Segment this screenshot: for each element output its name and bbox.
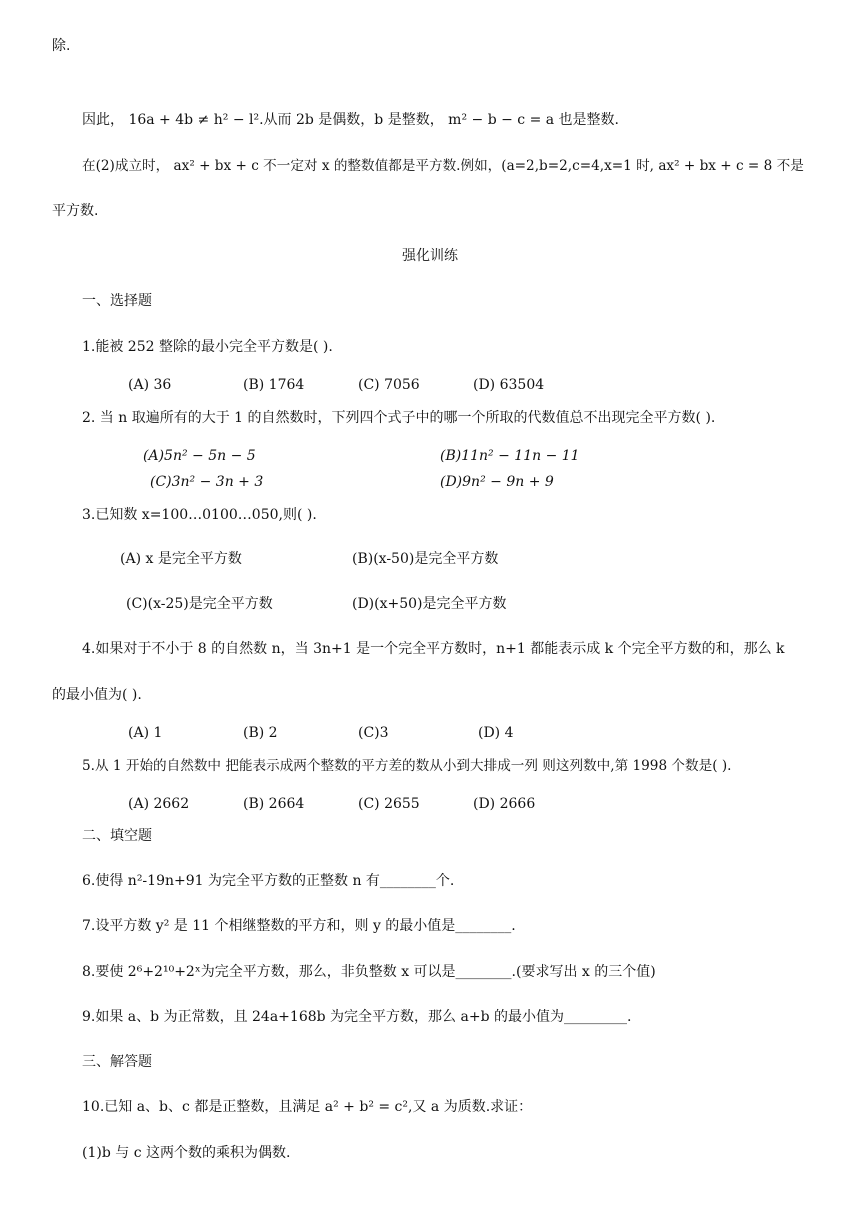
q2-option-c: (C)3n² − 3n + 3	[150, 474, 264, 490]
part2-title: 二、填空题	[82, 828, 152, 844]
q1-option-c: (C) 7056	[358, 377, 420, 393]
section-title: 强化训练	[402, 248, 458, 264]
q3-option-b: (B)(x-50)是完全平方数	[352, 551, 499, 567]
q5-option-a: (A) 2662	[128, 796, 190, 812]
part1-title: 一、选择题	[82, 293, 152, 309]
intro-line-3: 在(2)成立时， ax² + bx + c 不一定对 x 的整数值都是平方数.例如，(a=2,b=2,c=4,x=1 时, ax² + bx + c = 8 不是	[82, 158, 804, 174]
question-5-stem: 5.从 1 开始的自然数中 把能表示成两个整数的平方差的数从小到大排成一列 则这列数中,第 1998 个数是( ).	[82, 758, 732, 774]
question-7: 7.设平方数 y² 是 11 个相继整数的平方和，则 y 的最小值是________.	[82, 918, 516, 934]
q2-option-d: (D)9n² − 9n + 9	[440, 474, 554, 490]
q5-option-b: (B) 2664	[243, 796, 305, 812]
q3-option-a: (A) x 是完全平方数	[120, 551, 242, 567]
question-9: 9.如果 a、b 为正常数，且 24a+168b 为完全平方数，那么 a+b 的最小值为_________.	[82, 1009, 632, 1025]
q4-option-d: (D) 4	[478, 725, 514, 741]
question-10-stem: 10.已知 a、b、c 都是正整数，且满足 a² + b² = c²,又 a 为质数.求证：	[82, 1099, 533, 1115]
part3-title: 三、解答题	[82, 1054, 152, 1070]
intro-line-4: 平方数.	[52, 203, 99, 219]
question-1-stem: 1.能被 252 整除的最小完全平方数是( ).	[82, 339, 333, 355]
q1-option-d: (D) 63504	[473, 377, 545, 393]
q1-option-b: (B) 1764	[243, 377, 305, 393]
q5-option-d: (D) 2666	[473, 796, 536, 812]
intro-line-1: 除.	[52, 38, 71, 54]
q3-option-c: (C)(x-25)是完全平方数	[126, 596, 273, 612]
question-8: 8.要使 2⁶+2¹⁰+2ˣ为完全平方数，那么，非负整数 x 可以是________.(要求写出 x 的三个值)	[82, 964, 656, 980]
question-4-stem: 4.如果对于不小于 8 的自然数 n，当 3n+1 是一个完全平方数时，n+1 都能表示成 k 个完全平方数的和，那么 k	[82, 641, 785, 657]
q2-option-b: (B)11n² − 11n − 11	[440, 448, 580, 464]
q4-option-c: (C)3	[358, 725, 389, 741]
q1-option-a: (A) 36	[128, 377, 172, 393]
question-10-part-1: (1)b 与 c 这两个数的乘积为偶数.	[82, 1145, 291, 1161]
intro-line-2: 因此， 16a + 4b ≠ h² − l².从而 2b 是偶数，b 是整数， m² − b − c = a 也是整数.	[82, 112, 620, 128]
q4-option-a: (A) 1	[128, 725, 163, 741]
question-6: 6.使得 n²-19n+91 为完全平方数的正整数 n 有________个.	[82, 873, 455, 889]
question-3-stem: 3.已知数 x=100…0100…050,则( ).	[82, 507, 317, 523]
q5-option-c: (C) 2655	[358, 796, 420, 812]
q4-option-b: (B) 2	[243, 725, 278, 741]
q3-option-d: (D)(x+50)是完全平方数	[352, 596, 507, 612]
question-4-stem-continued: 的最小值为( ).	[52, 687, 142, 703]
q2-option-a: (A)5n² − 5n − 5	[143, 448, 256, 464]
question-2-stem: 2. 当 n 取遍所有的大于 1 的自然数时，下列四个式子中的哪一个所取的代数值总不出现完全平方数( ).	[82, 410, 716, 426]
